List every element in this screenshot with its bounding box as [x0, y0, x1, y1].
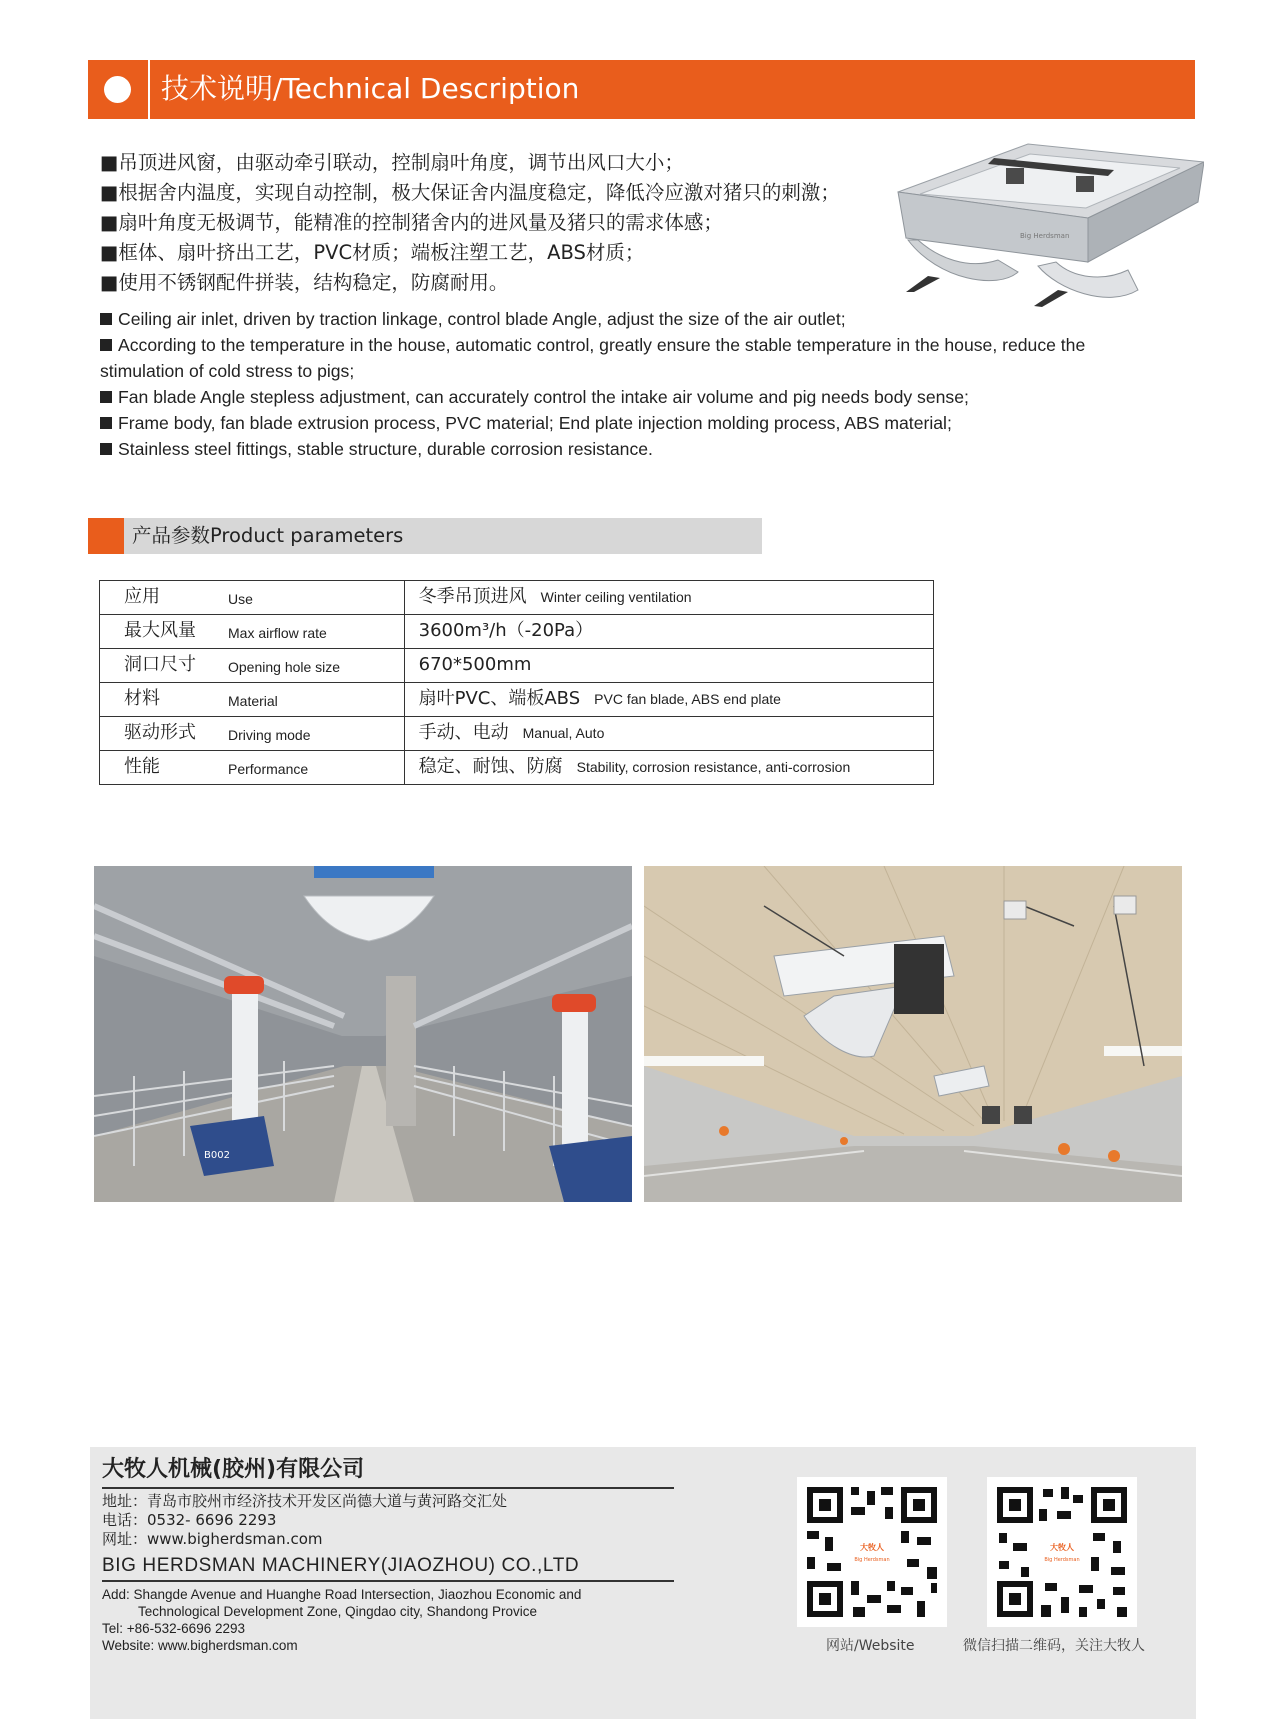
qr-logo-text: 大牧人	[860, 1543, 884, 1552]
param-label-cn: 应用	[124, 586, 160, 607]
param-value-cn: 扇叶PVC、端板ABS	[418, 688, 581, 709]
param-value-cn: 稳定、耐蚀、防腐	[418, 756, 563, 777]
qr-caption-wechat: 微信扫描二维码，关注大牧人	[963, 1638, 1145, 1654]
pen-label: B002	[204, 1150, 230, 1161]
product-image	[888, 140, 1204, 310]
param-value-cn: 手动、电动	[418, 722, 509, 743]
param-value-cell	[404, 581, 933, 615]
params-title: 产品参数Product parameters	[132, 524, 404, 547]
param-label-en: Performance	[228, 761, 309, 777]
company-name-cn: 大牧人机械(胶州)有限公司	[102, 1457, 365, 1482]
param-value-cell	[404, 717, 933, 751]
param-value-cn: 冬季吊顶进风	[418, 586, 527, 607]
address-en-line1: Add: Shangde Avenue and Huanghe Road Intersection, Jiaozhou Economic and	[102, 1587, 582, 1602]
description-cn-item: ■根据舍内温度，实现自动控制，极大保证舍内温度稳定，降低冷应激对猪只的刺激；	[100, 181, 840, 204]
param-label-en: Max airflow rate	[228, 625, 327, 641]
header-divider	[148, 60, 150, 119]
bullet-square-icon	[100, 443, 112, 455]
param-label-cn: 材料	[124, 688, 160, 709]
description-en-item: Ceiling air inlet, driven by traction linkage, control blade Angle, adjust the size of the air outlet;	[100, 306, 1150, 332]
param-value-en: Stability, corrosion resistance, anti-corrosion	[576, 759, 851, 775]
company-name-en: BIG HERDSMAN MACHINERY(JIAOZHOU) CO.,LTD	[102, 1555, 580, 1576]
param-label-en: Opening hole size	[228, 659, 341, 675]
param-value-cn: 3600m³/h（-20Pa）	[418, 620, 594, 641]
param-value-en: Winter ceiling ventilation	[540, 589, 692, 605]
param-label-en: Driving mode	[228, 727, 311, 743]
section-title: 技术说明/Technical Description	[161, 72, 580, 105]
params-table	[99, 580, 934, 785]
qr-logo-text: 大牧人	[1050, 1543, 1074, 1552]
qr-caption-website: 网站/Website	[826, 1638, 915, 1654]
description-cn-item: ■使用不锈钢配件拼装，结构稳定，防腐耐用。	[100, 271, 509, 294]
website-cn: 网址：www.bigherdsman.com	[102, 1530, 323, 1548]
param-label-cell	[100, 581, 405, 615]
installation-photo-right	[644, 866, 1182, 1202]
param-label-en: Material	[228, 693, 278, 709]
description-en-item: Fan blade Angle stepless adjustment, can accurately control the intake air volume and pig needs body sense;	[100, 384, 1150, 410]
param-value-cell	[404, 615, 933, 649]
param-value-cell	[404, 649, 933, 683]
table-row	[100, 751, 934, 785]
bullet-square-icon	[100, 313, 112, 325]
table-row	[100, 615, 934, 649]
param-value-en: PVC fan blade, ABS end plate	[594, 691, 781, 707]
param-label-cell	[100, 717, 405, 751]
param-label-en: Use	[228, 591, 253, 607]
param-label-cn: 性能	[124, 756, 160, 777]
tel-en: Tel: +86-532-6696 2293	[102, 1621, 245, 1636]
address-en-line2: Technological Development Zone, Qingdao city, Shandong Provice	[138, 1604, 537, 1619]
param-value-cn: 670*500mm	[418, 654, 532, 675]
param-value-cell	[404, 751, 933, 785]
description-en-item: Stainless steel fittings, stable structure, durable corrosion resistance.	[100, 436, 1150, 462]
table-row	[100, 683, 934, 717]
address-cn: 地址：青岛市胶州市经济技术开发区尚德大道与黄河路交汇处	[102, 1492, 508, 1510]
footer-rule	[102, 1580, 674, 1582]
description-en	[100, 306, 1150, 462]
param-label-cell	[100, 649, 405, 683]
phone-cn: 电话：0532- 6696 2293	[102, 1511, 277, 1529]
table-row	[100, 717, 934, 751]
footer-rule	[102, 1487, 674, 1489]
description-en-item: Frame body, fan blade extrusion process, PVC material; End plate injection molding process, ABS material;	[100, 410, 1150, 436]
description-cn-item: ■扇叶角度无极调节，能精准的控制猪舍内的进风量及猪只的需求体感；	[100, 211, 723, 234]
param-label-cell	[100, 615, 405, 649]
website-qr-code[interactable]	[797, 1477, 947, 1627]
param-value-en: Manual, Auto	[522, 725, 605, 741]
bullet-square-icon	[100, 339, 112, 351]
description-cn-item: ■吊顶进风窗，由驱动牵引联动，控制扇叶角度，调节出风口大小；	[100, 151, 684, 174]
product-brand-text: Big Herdsman	[1020, 232, 1070, 240]
qr-logo-subtext: Big Herdsman	[854, 1557, 890, 1563]
installation-photo-left	[94, 866, 632, 1202]
circle-icon	[104, 76, 131, 103]
description-cn-item: ■框体、扇叶挤出工艺，PVC材质；端板注塑工艺，ABS材质；	[100, 241, 645, 264]
param-label-cell	[100, 751, 405, 785]
param-label-cn: 洞口尺寸	[124, 654, 196, 675]
table-row	[100, 649, 934, 683]
param-label-cell	[100, 683, 405, 717]
param-value-cell	[404, 683, 933, 717]
param-label-cn: 驱动形式	[124, 722, 196, 743]
footer	[90, 1447, 1196, 1719]
bullet-square-icon	[100, 417, 112, 429]
qr-logo-subtext: Big Herdsman	[1044, 1557, 1080, 1563]
section-header-bar	[88, 60, 1195, 119]
description-en-item: According to the temperature in the house, automatic control, greatly ensure the stable temperature in the house, reduce the stimulation of cold stress to pigs;	[100, 335, 1086, 381]
table-row	[100, 581, 934, 615]
website-en: Website: www.bigherdsman.com	[102, 1638, 298, 1653]
wechat-qr-code[interactable]	[987, 1477, 1137, 1627]
param-label-cn: 最大风量	[124, 620, 196, 641]
description-cn	[100, 148, 900, 298]
bullet-square-icon	[100, 391, 112, 403]
params-accent-block	[88, 518, 124, 554]
header-icon-box	[88, 60, 146, 119]
